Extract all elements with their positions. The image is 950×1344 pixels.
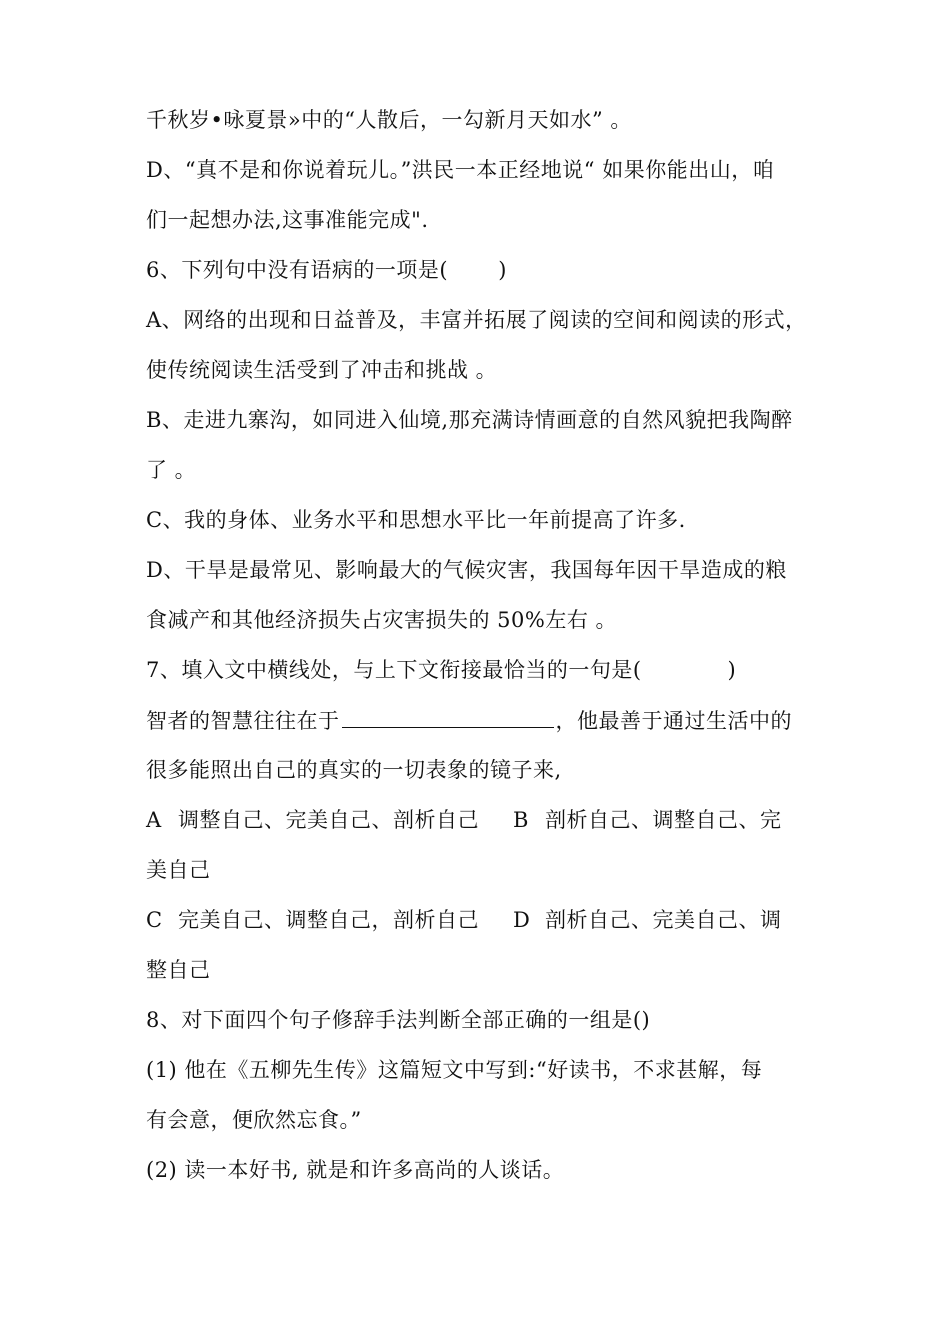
q6-option-d-cont: 食减产和其他经济损失占灾害损失的 50%左右 。 <box>146 608 618 632</box>
q7-sentence <box>146 705 826 736</box>
text-line: 千秋岁•咏夏景»中的“人散后，一勾新月天如水” 。 <box>146 108 632 132</box>
q6-option-b: B、走进九寨沟，如同进入仙境,那充满诗情画意的自然风貌把我陶醉 <box>146 408 793 432</box>
q6-option-d: D、干旱是最常见、影响最大的气候灾害，我国每年因干旱造成的粮 <box>146 558 787 582</box>
option-a-letter: A <box>146 808 162 832</box>
q8-item-1: (1) 他在《五柳先生传》这篇短文中写到:“好读书，不求甚解，每 <box>146 1058 763 1082</box>
text-line: 们一起想办法,这事准能完成". <box>146 208 429 232</box>
q7-options-ab <box>146 805 826 835</box>
q6-option-b-cont: 了 。 <box>146 458 197 482</box>
question-8-heading: 8、对下面四个句子修辞手法判断全部正确的一组是() <box>146 1008 651 1032</box>
fill-in-blank <box>342 705 554 728</box>
option-d-letter: D <box>513 908 531 932</box>
text-line: D、“真不是和你说着玩儿。”洪民一本正经地说“ 如果你能出山，咱 <box>146 158 775 182</box>
option-b-text: 剖析自己、调整自己、完 <box>545 808 782 832</box>
option-b-letter: B <box>513 808 529 832</box>
option-c-text: 完美自己、调整自己，剖析自己 <box>178 908 479 932</box>
q7-sentence-after: ，他最善于通过生活中的 <box>555 709 792 733</box>
q8-item-1-cont: 有会意，便欣然忘食。” <box>146 1108 362 1132</box>
option-d-text: 剖析自己、完美自己、调 <box>545 908 782 932</box>
option-c-letter: C <box>146 908 163 932</box>
question-7-heading: 7、填入文中横线处，与上下文衔接最恰当的一句是( ) <box>146 658 737 682</box>
option-a-text: 调整自己、完美自己、剖析自己 <box>178 808 479 832</box>
q7-sentence-before: 智者的智慧往往在于 <box>146 709 340 733</box>
q7-sentence-cont: 很多能照出自己的真实的一切表象的镜子来, <box>146 758 562 782</box>
q6-option-a: A、网络的出现和日益普及，丰富并拓展了阅读的空间和阅读的形式， <box>146 308 807 332</box>
q7-options-cd <box>146 905 826 935</box>
question-6-heading: 6、下列句中没有语病的一项是( ) <box>146 258 507 282</box>
q6-option-a-cont: 使传统阅读生活受到了冲击和挑战 。 <box>146 358 498 382</box>
option-b-wrap: 美自己 <box>146 858 211 882</box>
q6-option-c: C、我的身体、业务水平和思想水平比一年前提高了许多. <box>146 508 686 532</box>
option-d-wrap: 整自己 <box>146 958 211 982</box>
q8-item-2: (2) 读一本好书, 就是和许多高尚的人谈话。 <box>146 1158 565 1182</box>
